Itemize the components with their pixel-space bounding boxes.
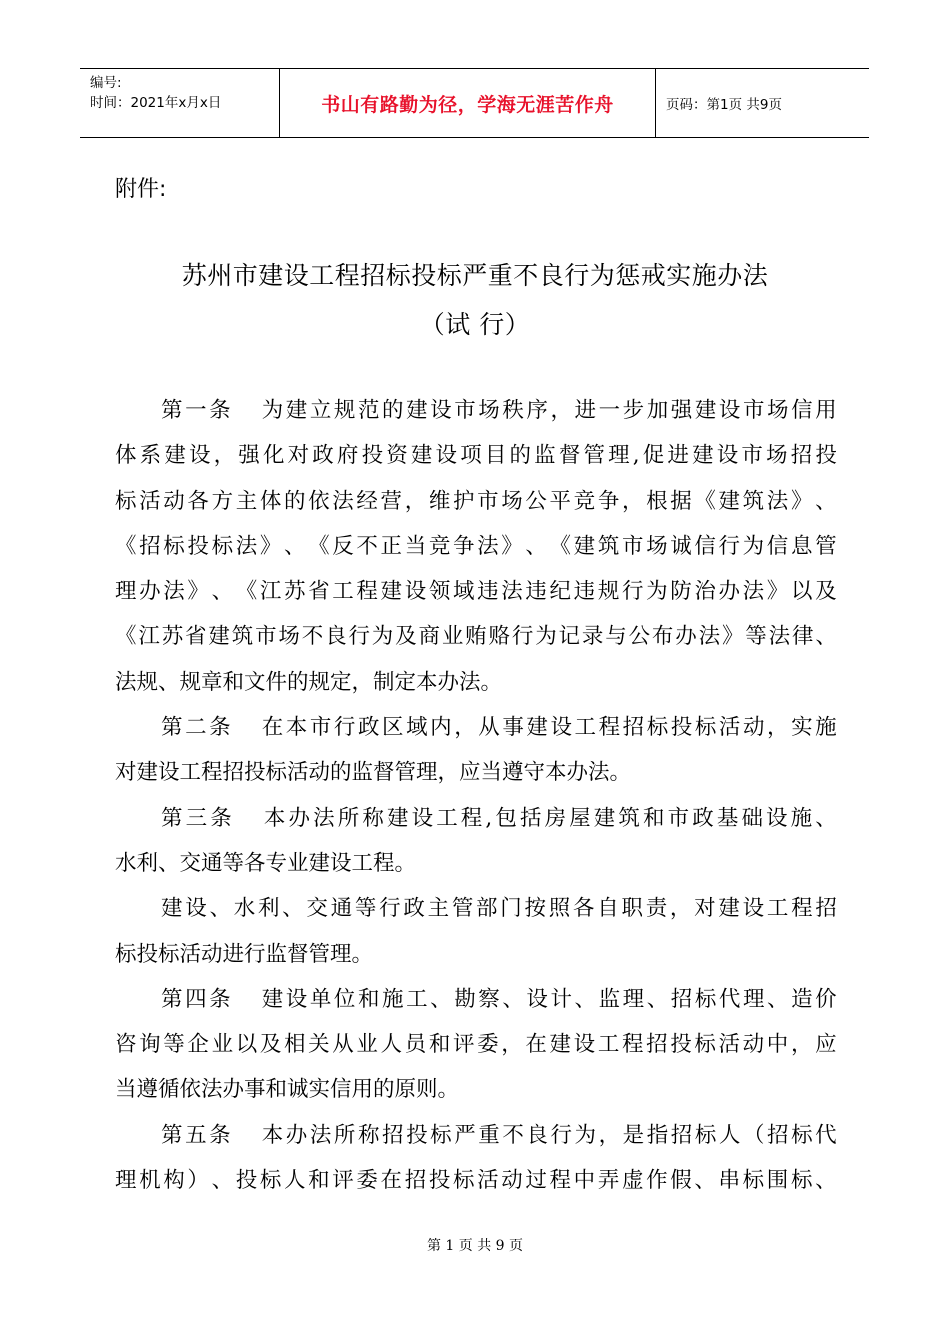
body-line: 理 机 构 ） 、 投 标 人 和 评 委 在 招 投 标 活 动 过 程 中 弄 虚 作 假 、 串 标 围 标 、 [115, 1168, 837, 1194]
header-motto: 书山有路勤为径，学海无涯苦作舟 [280, 69, 656, 137]
body-line: 标投标活动进行监督管理。 [115, 941, 374, 967]
body-line: 《 招 标 投 标 法 》 、 《 反 不 正 当 竞 争 法 》 、 《 建 筑 市 场 诚 信 行 为 信 息 管 [115, 533, 837, 559]
body-line: 第 一 条 为 建 立 规 范 的 建 设 市 场 秩 序 ， 进 一 步 加 强 建 设 市 场 信 用 [161, 398, 837, 423]
document-body [115, 388, 837, 1203]
page-footer: 第 1 页 共 9 页 [426, 1238, 524, 1254]
body-line: 建 设 、 水 利 、 交 通 等 行 政 主 管 部 门 按 照 各 自 职 责 ， 对 建 设 工 程 招 [161, 896, 837, 922]
body-line: 体 系 建 设 ， 强 化 对 政 府 投 资 建 设 项 目 的 监 督 管 理 , 促 进 建 设 市 场 招 投 [115, 443, 837, 469]
body-line: 法规、规章和文件的规定，制定本办法。 [115, 669, 503, 695]
body-line: 理 办 法 》 、 《 江 苏 省 工 程 建 设 领 域 违 法 违 纪 违 规 行 为 防 治 办 法 》 以 及 [115, 579, 837, 605]
serial-label: 编号: [90, 75, 122, 91]
header-table [80, 68, 869, 138]
body-line: 咨 询 等 企 业 以 及 相 关 从 业 人 员 和 评 委 ， 在 建 设 工 程 招 投 标 活 动 中 ， 应 [115, 1032, 837, 1058]
date-label: 时间：2021年x月x日 [90, 95, 222, 111]
document-title: 苏州市建设工程招标投标严重不良行为惩戒实施办法 [181, 261, 769, 290]
body-line: 当遵循依法办事和诚实信用的原则。 [115, 1077, 460, 1103]
body-line: 第 五 条 本 办 法 所 称 招 投 标 严 重 不 良 行 为 ， 是 指 招 标 人 （ 招 标 代 [161, 1122, 837, 1148]
document-subtitle: （试 行） [419, 310, 531, 339]
body-line: 标 活 动 各 方 主 体 的 依 法 经 营 ， 维 护 市 场 公 平 竞 争 ， 根 据 《 建 筑 法 》 、 [115, 488, 837, 514]
body-line: 《 江 苏 省 建 筑 市 场 不 良 行 为 及 商 业 贿 赂 行 为 记 录 与 公 布 办 法 》 等 法 律 、 [115, 624, 837, 650]
attachment-label: 附件: [115, 177, 167, 202]
body-line: 第 二 条 在 本 市 行 政 区 域 内 ， 从 事 建 设 工 程 招 标 投 标 活 动 ， 实 施 [161, 715, 837, 741]
body-line: 第 三 条 本 办 法 所 称 建 设 工 程 , 包 括 房 屋 建 筑 和 市 政 基 础 设 施 、 [161, 805, 837, 831]
header-meta-cell [80, 69, 280, 137]
header-page-info: 页码：第1页 共9页 [666, 97, 782, 113]
body-line: 水利、交通等各专业建设工程。 [115, 850, 417, 876]
body-line: 对建设工程招投标活动的监督管理，应当遵守本办法。 [115, 760, 632, 786]
body-line: 第 四 条 建 设 单 位 和 施 工 、 勘 察 、 设 计 、 监 理 、 招 标 代 理 、 造 价 [161, 986, 837, 1012]
